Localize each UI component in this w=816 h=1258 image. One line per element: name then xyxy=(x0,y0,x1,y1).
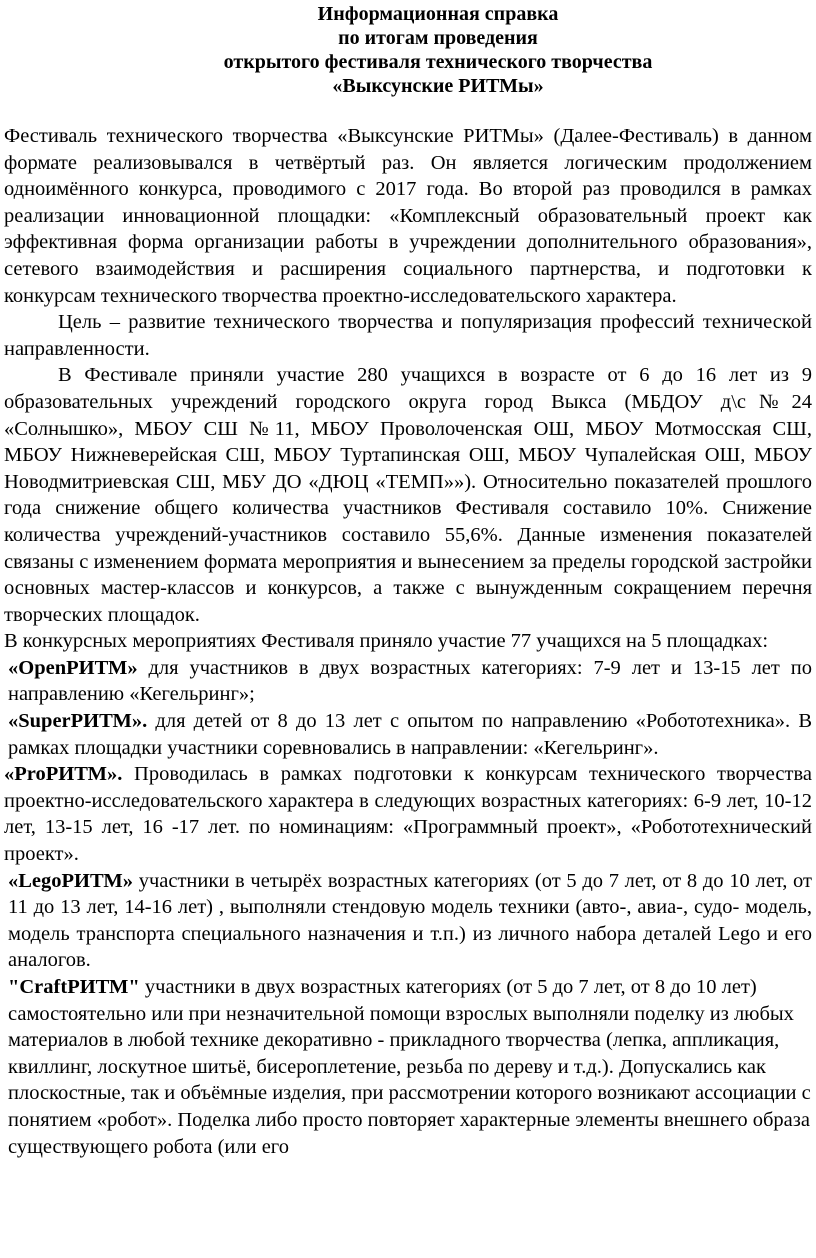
goal-paragraph: Цель – развитие технического творчества и популяризация профессий технической направленности. xyxy=(4,311,812,360)
title-line-4: «Выксунские РИТМы» xyxy=(332,75,544,97)
title-line-1: Информационная справка xyxy=(317,3,559,25)
title-line-2: по итогам проведения xyxy=(338,27,538,49)
intro-paragraph: Фестиваль технического творчества «Выксунские РИТМы» (Далее-Фестиваль) в данном формате реализовывался в четвёртый раз. Он является логическим продолжением одноимённого конкурса, проводимого с 2017 года. Во второй раз проводился в рамках реализации инновационной площадки: «Комплексный образовательный проект как эффективная форма организации работы в учреждении дополнительного образования», сетевого взаимодействия и расширения социального партнерства, и подготовки к конкурсам технического творчества проектно-исследовательского характера. xyxy=(4,125,812,307)
document-title xyxy=(4,2,812,98)
title-line-3: открытого фестиваля технического творчества xyxy=(223,51,653,73)
platform-description: для участников в двух возрастных категориях: 7-9 лет и 13-15 лет по направлению «Кегельринг»; xyxy=(8,656,812,706)
platform-name: «SuperРИТМ». xyxy=(8,710,148,733)
platform-superritm xyxy=(4,708,812,761)
platform-description: участники в четырёх возрастных категориях (от 5 до 7 лет, от 8 до 10 лет, от 11 до 13 лет, 14-16 лет) , выполняли стендовую модель техники (авто-, авиа-, судо- модель, модель транспорта специального назначения и т.п.) из личного набора деталей Lego и его аналогов. xyxy=(8,869,812,972)
platform-name: «OpenРИТМ» xyxy=(8,656,138,679)
platform-name: "CraftРИТМ" xyxy=(8,976,140,998)
platform-name: «LegoРИТМ» xyxy=(8,869,133,892)
platform-name: «ProРИТМ». xyxy=(4,763,123,786)
platform-description: Проводилась в рамках подготовки к конкурсам технического творчества проектно-исследовательского характера в следующих возрастных категориях: 6-9 лет, 10-12 лет, 13-15 лет, 16 -17 лет. по номинациям: «Программный проект», «Робототехнический проект». xyxy=(4,763,812,866)
platform-legoritm xyxy=(4,868,812,974)
platform-proritm xyxy=(4,761,812,867)
participants-paragraph: В Фестивале приняли участие 280 учащихся в возрасте от 6 до 16 лет из 9 образовательных учреждений городского округа город Выкса (МБДОУ д\с№24 «Солнышко», МБОУ СШ №11, МБОУ Проволоченская ОШ, МБОУ Мотмосская СШ, МБОУ Нижневерейская СШ, МБОУ Туртапинская ОШ, МБОУ Чупалейская ОШ, МБОУ Новодмитриевская СШ, МБУ ДО «ДЮЦ «ТЕМП»»). Относительно показателей прошлого года снижение общего количества участников Фестиваля составило 10%. Снижение количества учреждений-участников составило 55,6%. Данные изменения показателей связаны с изменением формата мероприятия и вынесением за пределы городской застройки основных мастер-классов и конкурсов, а также с вынужденным сокращением перечня творческих площадок. xyxy=(4,364,812,626)
platform-description: участники в двух возрастных категориях (от 5 до 7 лет, от 8 до 10 лет) самостоятельно или при незначительной помощи взрослых выполняли поделку из любых материалов в любой технике декоративно - прикладного творчества (лепка, аппликация, квиллинг, лоскутное шитьё, бисероплетение, резьба по дереву и т.д.). Допускались как плоскостные, так и объёмные изделия, при рассмотрении которого возникают ассоциации с понятием «робот». Поделка либо просто повторяет характерные элементы внешнего образа существующего робота (или его xyxy=(8,976,811,1158)
platform-description: для детей от 8 до 13 лет с опытом по направлению «Робототехника». В рамках площадки участники соревновались в направлении: «Кегельринг». xyxy=(8,710,812,759)
platform-craftritm xyxy=(4,974,812,1160)
platform-openritm xyxy=(4,655,812,708)
contests-paragraph: В конкурсных мероприятиях Фестиваля приняло участие 77 учащихся на 5 площадках: xyxy=(4,630,769,653)
